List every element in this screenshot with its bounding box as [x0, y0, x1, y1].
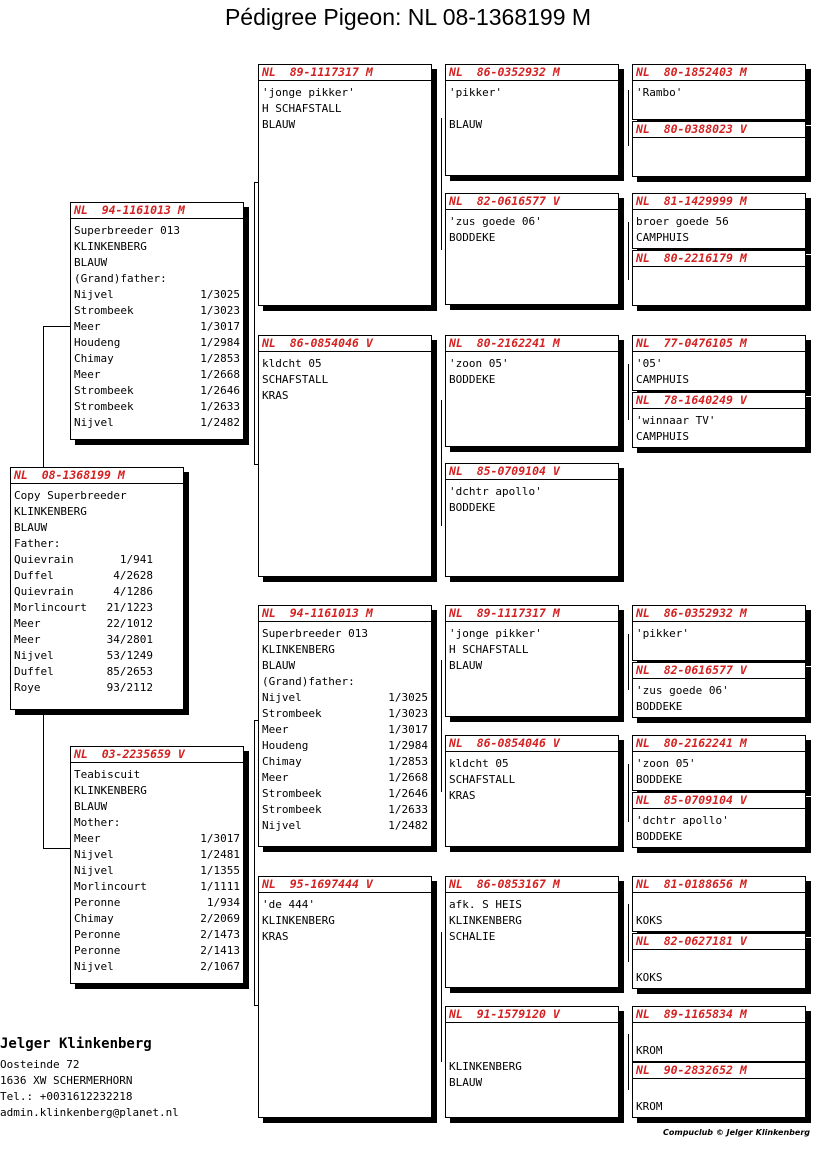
- result-value: 4/1286: [113, 585, 153, 598]
- result-row: [74, 895, 240, 911]
- pigeon-card-mother[interactable]: [70, 746, 244, 984]
- result-place: Strombeek: [262, 707, 322, 720]
- breeder: KOKS: [636, 971, 663, 984]
- pigeon-card-fff[interactable]: [445, 64, 619, 176]
- connector-line: [628, 764, 629, 822]
- ring-number: NL 85-0709104 V: [446, 464, 618, 480]
- result-value: 1/3025: [388, 691, 428, 704]
- result-place: Chimay: [262, 755, 302, 768]
- pigeon-name: 'winnaar TV': [636, 414, 716, 427]
- result-row: [74, 911, 240, 927]
- breeder: CAMPHUIS: [636, 231, 689, 244]
- result-row: [74, 927, 240, 943]
- pigeon-note: [449, 1043, 615, 1059]
- result-place: Duffel: [14, 569, 54, 582]
- pigeon-card-mfmf[interactable]: [632, 735, 806, 791]
- pigeon-name: broer goede 56: [636, 215, 729, 228]
- result-value: 1/1111: [200, 880, 240, 893]
- result-value: 2/1473: [200, 928, 240, 941]
- results-label: (Grand)father:: [262, 675, 355, 688]
- credit-text: Compuclub © Jelger Klinkenberg: [663, 1128, 810, 1137]
- result-place: Meer: [14, 633, 41, 646]
- pigeon-card-mm[interactable]: [258, 876, 432, 1118]
- result-place: Meer: [262, 771, 289, 784]
- pigeon-name: 'dchtr apollo': [449, 485, 542, 498]
- breeder: H SCHAFSTALL: [262, 102, 342, 115]
- result-value: 1/2482: [200, 416, 240, 429]
- owner-phone: Tel.: +0031612232218: [0, 1090, 133, 1103]
- result-place: Chimay: [74, 352, 114, 365]
- result-place: Morlincourt: [74, 880, 147, 893]
- result-place: Nijvel: [74, 848, 114, 861]
- result-row: [262, 722, 428, 738]
- result-place: Chimay: [74, 912, 114, 925]
- result-place: Meer: [74, 320, 101, 333]
- result-value: 22/1012: [106, 617, 153, 630]
- result-row: [74, 319, 240, 335]
- pigeon-card-fmfm[interactable]: [632, 392, 806, 448]
- pigeon-card-mfm[interactable]: [445, 735, 619, 847]
- result-value: 1/2668: [200, 368, 240, 381]
- result-value: 1/2668: [388, 771, 428, 784]
- pigeon-card-mmfm[interactable]: [632, 933, 806, 989]
- ring-number: NL 86-0352932 M: [446, 65, 618, 81]
- result-value: 1/2633: [388, 803, 428, 816]
- result-value: 4/2628: [113, 569, 153, 582]
- result-row: [74, 367, 240, 383]
- color: BLAUW: [74, 256, 108, 269]
- connector-line: [441, 400, 442, 526]
- connector-line: [628, 222, 629, 280]
- pigeon-name: 'zoon 05': [449, 357, 509, 370]
- result-value: 1/2853: [200, 352, 240, 365]
- pigeon-card-fffm[interactable]: [632, 121, 806, 177]
- result-value: 1/941: [119, 553, 153, 566]
- page-title: Pédigree Pigeon: NL 08-1368199 M: [224, 4, 592, 30]
- pigeon-card-mmff[interactable]: [632, 876, 806, 932]
- pigeon-card-mffm[interactable]: [632, 662, 806, 718]
- result-row: [74, 335, 240, 351]
- result-value: 1/3017: [200, 320, 240, 333]
- breeder: KLINKENBERG: [14, 505, 87, 518]
- result-value: 1/3017: [200, 832, 240, 845]
- breeder: KROM: [636, 1044, 663, 1057]
- result-place: Nijvel: [74, 960, 114, 973]
- result-row: [74, 383, 240, 399]
- color: BLAUW: [449, 659, 483, 672]
- pigeon-card-mfmm[interactable]: [632, 792, 806, 848]
- pigeon-card-mmmf[interactable]: [632, 1006, 806, 1062]
- connector-line: [43, 710, 44, 848]
- ring-number: NL 89-1117317 M: [259, 65, 431, 81]
- color: KRAS: [262, 389, 289, 402]
- result-row: [14, 664, 180, 680]
- ring-number: NL 86-0854046 V: [259, 336, 431, 352]
- result-place: Meer: [262, 723, 289, 736]
- result-row: [14, 600, 180, 616]
- ring-number: NL 85-0709104 V: [633, 793, 805, 809]
- color: KRAS: [449, 789, 476, 802]
- result-value: 34/2801: [106, 633, 153, 646]
- pigeon-card-mmmm[interactable]: [632, 1062, 806, 1118]
- breeder: KLINKENBERG: [449, 1060, 522, 1073]
- result-place: Peronne: [74, 928, 121, 941]
- connector-line: [254, 182, 255, 464]
- result-place: Quievrain: [14, 585, 74, 598]
- pigeon-name: [636, 897, 802, 913]
- result-place: Strombeek: [262, 787, 322, 800]
- pigeon-name: Superbreeder 013: [74, 224, 180, 237]
- result-value: 1/934: [206, 896, 240, 909]
- result-row: [14, 584, 180, 600]
- result-value: 1/3017: [388, 723, 428, 736]
- connector-line: [43, 848, 71, 849]
- ring-number: NL 95-1697444 V: [259, 877, 431, 893]
- pigeon-name: 'pikker': [449, 86, 502, 99]
- ring-number: NL 82-0627181 V: [633, 934, 805, 950]
- result-row: [14, 568, 180, 584]
- ring-number: NL 89-1165834 M: [633, 1007, 805, 1023]
- color: BLAUW: [449, 1076, 483, 1089]
- result-place: Duffel: [14, 665, 54, 678]
- ring-number: NL 82-0616577 V: [633, 663, 805, 679]
- result-row: [14, 648, 180, 664]
- breeder: BODDEKE: [449, 501, 496, 514]
- owner-city: 1636 XW SCHERMERHORN: [0, 1074, 133, 1087]
- ring-number: NL 08-1368199 M: [11, 468, 183, 484]
- pigeon-name: [636, 954, 802, 970]
- result-row: [74, 879, 240, 895]
- result-value: 1/2853: [388, 755, 428, 768]
- result-place: Strombeek: [74, 384, 134, 397]
- pigeon-card-mmf[interactable]: [445, 876, 619, 988]
- result-value: 1/2481: [200, 848, 240, 861]
- pigeon-name: [636, 1027, 802, 1043]
- ring-number: NL 94-1161013 M: [259, 606, 431, 622]
- result-place: Peronne: [74, 944, 121, 957]
- breeder: SCHAFSTALL: [262, 373, 329, 386]
- breeder: KLINKENBERG: [74, 784, 147, 797]
- ring-number: NL 81-1429999 M: [633, 194, 805, 210]
- connector-line: [441, 660, 442, 792]
- result-place: Strombeek: [74, 400, 134, 413]
- result-place: Nijvel: [74, 864, 114, 877]
- result-value: 1/2984: [388, 739, 428, 752]
- owner-name: Jelger Klinkenberg: [0, 1036, 152, 1052]
- color: BLAUW: [262, 659, 296, 672]
- result-place: Meer: [14, 617, 41, 630]
- pigeon-name: '05': [636, 357, 663, 370]
- breeder: BODDEKE: [636, 773, 683, 786]
- connector-line: [628, 1034, 629, 1090]
- connector-line: [441, 118, 442, 250]
- result-row: [262, 690, 428, 706]
- pigeon-name: 'pikker': [636, 627, 689, 640]
- result-place: Strombeek: [262, 803, 322, 816]
- pigeon-card-mmm[interactable]: [445, 1006, 619, 1118]
- pigeon-card-ff[interactable]: [258, 64, 432, 306]
- result-place: Nijvel: [74, 416, 114, 429]
- result-place: Peronne: [74, 896, 121, 909]
- result-row: [74, 399, 240, 415]
- pigeon-card-ffmf[interactable]: [632, 193, 806, 249]
- pigeon-name: [636, 1083, 802, 1099]
- pigeon-name: 'zus goede 06': [449, 215, 542, 228]
- result-row: [74, 415, 240, 431]
- result-row: [74, 863, 240, 879]
- result-place: Meer: [74, 368, 101, 381]
- result-value: 1/3023: [200, 304, 240, 317]
- ring-number: NL 94-1161013 M: [71, 203, 243, 219]
- ring-number: NL 77-0476105 M: [633, 336, 805, 352]
- result-row: [74, 959, 240, 975]
- result-value: 2/1067: [200, 960, 240, 973]
- connector-line: [254, 720, 255, 1005]
- result-row: [262, 706, 428, 722]
- owner-address: Oosteinde 72: [0, 1058, 80, 1071]
- result-row: [14, 680, 180, 696]
- breeder: KLINKENBERG: [74, 240, 147, 253]
- pigeon-name: afk. S HEIS: [449, 898, 522, 911]
- result-row: [262, 802, 428, 818]
- connector-line: [628, 904, 629, 962]
- breeder: KLINKENBERG: [262, 914, 335, 927]
- ring-number: NL 91-1579120 V: [446, 1007, 618, 1023]
- result-value: 1/1355: [200, 864, 240, 877]
- connector-line: [628, 634, 629, 690]
- result-row: [14, 552, 180, 568]
- result-row: [74, 943, 240, 959]
- result-value: 2/2069: [200, 912, 240, 925]
- pigeon-card-fm[interactable]: [258, 335, 432, 577]
- ring-number: NL 86-0352932 M: [633, 606, 805, 622]
- pigeon-name: 'zoon 05': [636, 757, 696, 770]
- result-place: Roye: [14, 681, 41, 694]
- color: BLAUW: [14, 521, 48, 534]
- result-place: Meer: [74, 832, 101, 845]
- connector-line: [441, 932, 442, 1062]
- pigeon-card-fmf[interactable]: [445, 335, 619, 447]
- breeder: KLINKENBERG: [262, 643, 335, 656]
- breeder: KLINKENBERG: [449, 914, 522, 927]
- breeder: BODDEKE: [449, 373, 496, 386]
- color: SCHALIE: [449, 930, 496, 943]
- result-row: [74, 351, 240, 367]
- pigeon-name: 'dchtr apollo': [636, 814, 729, 827]
- result-value: 21/1223: [106, 601, 153, 614]
- ring-number: NL 82-0616577 V: [446, 194, 618, 210]
- pigeon-card-mff[interactable]: [445, 605, 619, 717]
- results-label: Mother:: [74, 816, 121, 829]
- result-row: [262, 770, 428, 786]
- pigeon-name: 'de 444': [262, 898, 315, 911]
- result-row: [262, 738, 428, 754]
- owner-email: admin.klinkenberg@planet.nl: [0, 1106, 179, 1119]
- ring-number: NL 81-0188656 M: [633, 877, 805, 893]
- pigeon-name: kldcht 05: [262, 357, 322, 370]
- ring-number: NL 90-2832652 M: [633, 1063, 805, 1079]
- result-row: [262, 754, 428, 770]
- breeder: CAMPHUIS: [636, 373, 689, 386]
- pigeon-name: kldcht 05: [449, 757, 509, 770]
- pigeon-card-main[interactable]: [10, 467, 184, 710]
- pigeon-name: 'Rambo': [636, 86, 683, 99]
- result-place: Morlincourt: [14, 601, 87, 614]
- result-place: Nijvel: [74, 288, 114, 301]
- connector-line: [43, 326, 71, 327]
- pigeon-name: [449, 1027, 615, 1043]
- result-value: 53/1249: [106, 649, 153, 662]
- pigeon-card-ffm[interactable]: [445, 193, 619, 305]
- breeder: CAMPHUIS: [636, 430, 689, 443]
- color: BLAUW: [262, 118, 296, 131]
- ring-number: NL 80-2162241 M: [633, 736, 805, 752]
- connector-line: [43, 326, 44, 469]
- pigeon-card-mf[interactable]: [258, 605, 432, 847]
- result-value: 1/3023: [388, 707, 428, 720]
- result-row: [14, 632, 180, 648]
- result-row: [14, 616, 180, 632]
- result-row: [74, 847, 240, 863]
- result-place: Houdeng: [262, 739, 309, 752]
- pigeon-name: Copy Superbreeder: [14, 489, 127, 502]
- result-place: Houdeng: [74, 336, 121, 349]
- results-label: (Grand)father:: [74, 272, 167, 285]
- breeder: H SCHAFSTALL: [449, 643, 529, 656]
- color: BLAUW: [74, 800, 108, 813]
- pigeon-name: 'zus goede 06': [636, 684, 729, 697]
- result-value: 2/1413: [200, 944, 240, 957]
- breeder: BODDEKE: [636, 700, 683, 713]
- ring-number: NL 80-0388023 V: [633, 122, 805, 138]
- breeder: BODDEKE: [449, 231, 496, 244]
- ring-number: NL 86-0854046 V: [446, 736, 618, 752]
- pigeon-card-fmff[interactable]: [632, 335, 806, 391]
- owner-info: [0, 1035, 179, 1121]
- color: BLAUW: [449, 118, 483, 131]
- result-row: [74, 287, 240, 303]
- result-row: [262, 818, 428, 834]
- pigeon-card-mfff[interactable]: [632, 605, 806, 661]
- ring-number: NL 89-1117317 M: [446, 606, 618, 622]
- result-value: 1/2984: [200, 336, 240, 349]
- result-place: Nijvel: [14, 649, 54, 662]
- ring-number: NL 86-0853167 M: [446, 877, 618, 893]
- result-value: 1/3025: [200, 288, 240, 301]
- ring-number: NL 80-1852403 M: [633, 65, 805, 81]
- result-value: 93/2112: [106, 681, 153, 694]
- result-place: Strombeek: [74, 304, 134, 317]
- connector-line: [628, 90, 629, 146]
- result-value: 1/2646: [200, 384, 240, 397]
- ring-number: NL 80-2162241 M: [446, 336, 618, 352]
- result-row: [262, 786, 428, 802]
- result-place: Nijvel: [262, 819, 302, 832]
- result-value: 85/2653: [106, 665, 153, 678]
- result-value: 1/2633: [200, 400, 240, 413]
- result-row: [74, 303, 240, 319]
- result-place: Quievrain: [14, 553, 74, 566]
- result-place: Nijvel: [262, 691, 302, 704]
- color: KRAS: [262, 930, 289, 943]
- pigeon-card-fmm[interactable]: [445, 463, 619, 577]
- pigeon-name: 'jonge pikker': [262, 86, 355, 99]
- ring-number: NL 80-2216179 M: [633, 251, 805, 267]
- ring-number: NL 03-2235659 V: [71, 747, 243, 763]
- pigeon-name: 'jonge pikker': [449, 627, 542, 640]
- ring-number: NL 78-1640249 V: [633, 393, 805, 409]
- result-row: [74, 831, 240, 847]
- connector-line: [628, 364, 629, 420]
- pigeon-name: Superbreeder 013: [262, 627, 368, 640]
- result-value: 1/2646: [388, 787, 428, 800]
- breeder: SCHAFSTALL: [449, 773, 516, 786]
- result-value: 1/2482: [388, 819, 428, 832]
- breeder: BODDEKE: [636, 830, 683, 843]
- breeder: [449, 101, 615, 117]
- pigeon-card-father[interactable]: [70, 202, 244, 440]
- pigeon-name: Teabiscuit: [74, 768, 141, 781]
- pigeon-card-ffmm[interactable]: [632, 250, 806, 306]
- results-label: Father:: [14, 537, 61, 550]
- breeder: KOKS: [636, 914, 663, 927]
- pigeon-card-ffff[interactable]: [632, 64, 806, 120]
- breeder: KROM: [636, 1100, 663, 1113]
